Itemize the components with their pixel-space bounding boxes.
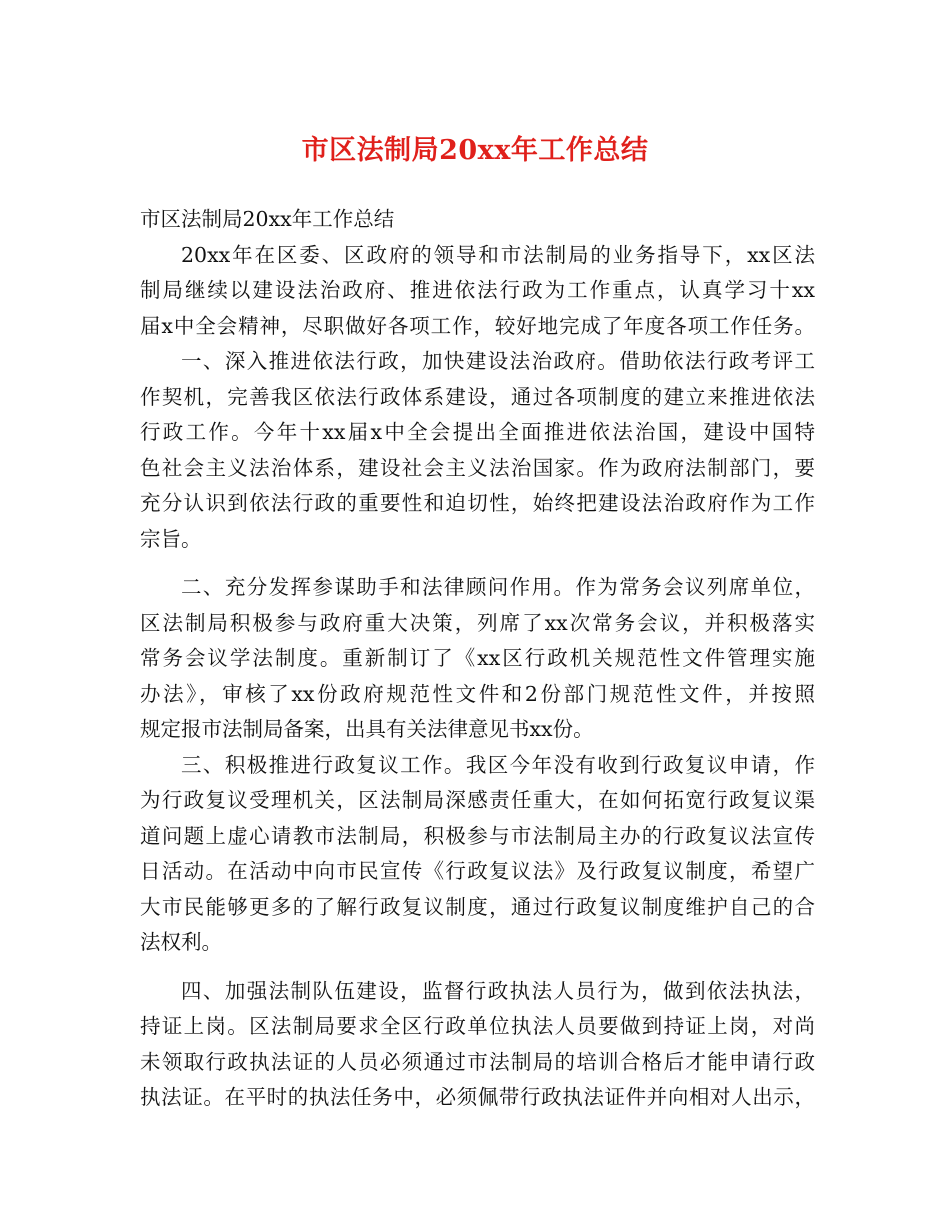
paragraph-line: 色社会主义法治体系，建设社会主义法治国家。作为政府法制部门，要 [140,455,815,480]
paragraph-line: 规定报市法制局备案，出具有关法律意见书xx份。 [140,717,594,741]
paragraph-line: 20xx年在区委、区政府的领导和市法制局的业务指导下，xx区法 [181,242,815,267]
document-title: 市区法制局20xx年工作总结 [301,135,649,166]
paragraph-line: 充分认识到依法行政的重要性和迫切性，始终把建设法治政府作为工作 [140,491,815,515]
paragraph-line: 行政工作。今年十xx届x中全会提出全面推进依法治国，建设中国特 [140,420,815,444]
paragraph-line: 未领取行政执法证的人员必须通过市法制局的培训合格后才能申请行政 [140,1049,815,1074]
paragraph-line: 作契机，完善我区依法行政体系建设，通过各项制度的建立来推进依法 [140,384,815,409]
section-1-paragraph [140,344,815,557]
paragraph-line: 三、积极推进行政复议工作。我区今年没有收到行政复议申请，作 [181,752,815,777]
paragraph-gap [140,557,815,570]
subtitle-line: 市区法制局20xx年工作总结 [140,207,395,231]
paragraph-line: 常务会议学法制度。重新制订了《xx区行政机关规范性文件管理实施 [140,646,815,670]
paragraph-line: 制局继续以建设法治政府、推进依法行政为工作重点，认真学习十xx [140,278,815,302]
paragraph-gap [140,961,815,974]
paragraph-line: 道问题上虚心请教市法制局，积极参与市法制局主办的行政复议法宣传 [140,823,815,848]
paragraph-line: 持证上岗。区法制局要求全区行政单位执法人员要做到持证上岗，对尚 [140,1014,815,1038]
section-2-paragraph [140,570,815,748]
section-3-paragraph [140,748,815,961]
paragraph-line: 届x中全会精神，尽职做好各项工作，较好地完成了年度各项工作任务。 [140,313,815,338]
paragraph-line: 区法制局积极参与政府重大决策，列席了xx次常务会议，并积极落实 [140,610,815,635]
paragraph-line: 办法》，审核了xx份政府规范性文件和2份部门规范性文件，并按照 [140,681,815,706]
paragraph-line: 执法证。在平时的执法任务中，必须佩带行政执法证件并向相对人出示， [140,1085,815,1109]
paragraph-line: 一、深入推进依法行政，加快建设法治政府。借助依法行政考评工 [181,349,815,373]
paragraph-line: 四、加强法制队伍建设，监督行政执法人员行为，做到依法执法， [181,978,815,1003]
paragraph-line: 为行政复议受理机关，区法制局深感责任重大，在如何拓宽行政复议渠 [140,788,815,812]
section-4-paragraph [140,974,815,1116]
paragraph-line: 日活动。在活动中向市民宣传《行政复议法》及行政复议制度，希望广 [140,859,815,883]
document-body [140,202,815,1116]
paragraph-line: 大市民能够更多的了解行政复议制度，通过行政复议制度维护自己的合 [140,894,815,919]
paragraph-line: 二、充分发挥参谋助手和法律顾问作用。作为常务会议列席单位， [181,575,815,599]
paragraph-line: 宗旨。 [140,526,202,551]
paragraph-line: 法权利。 [140,930,222,954]
intro-paragraph [140,238,815,345]
